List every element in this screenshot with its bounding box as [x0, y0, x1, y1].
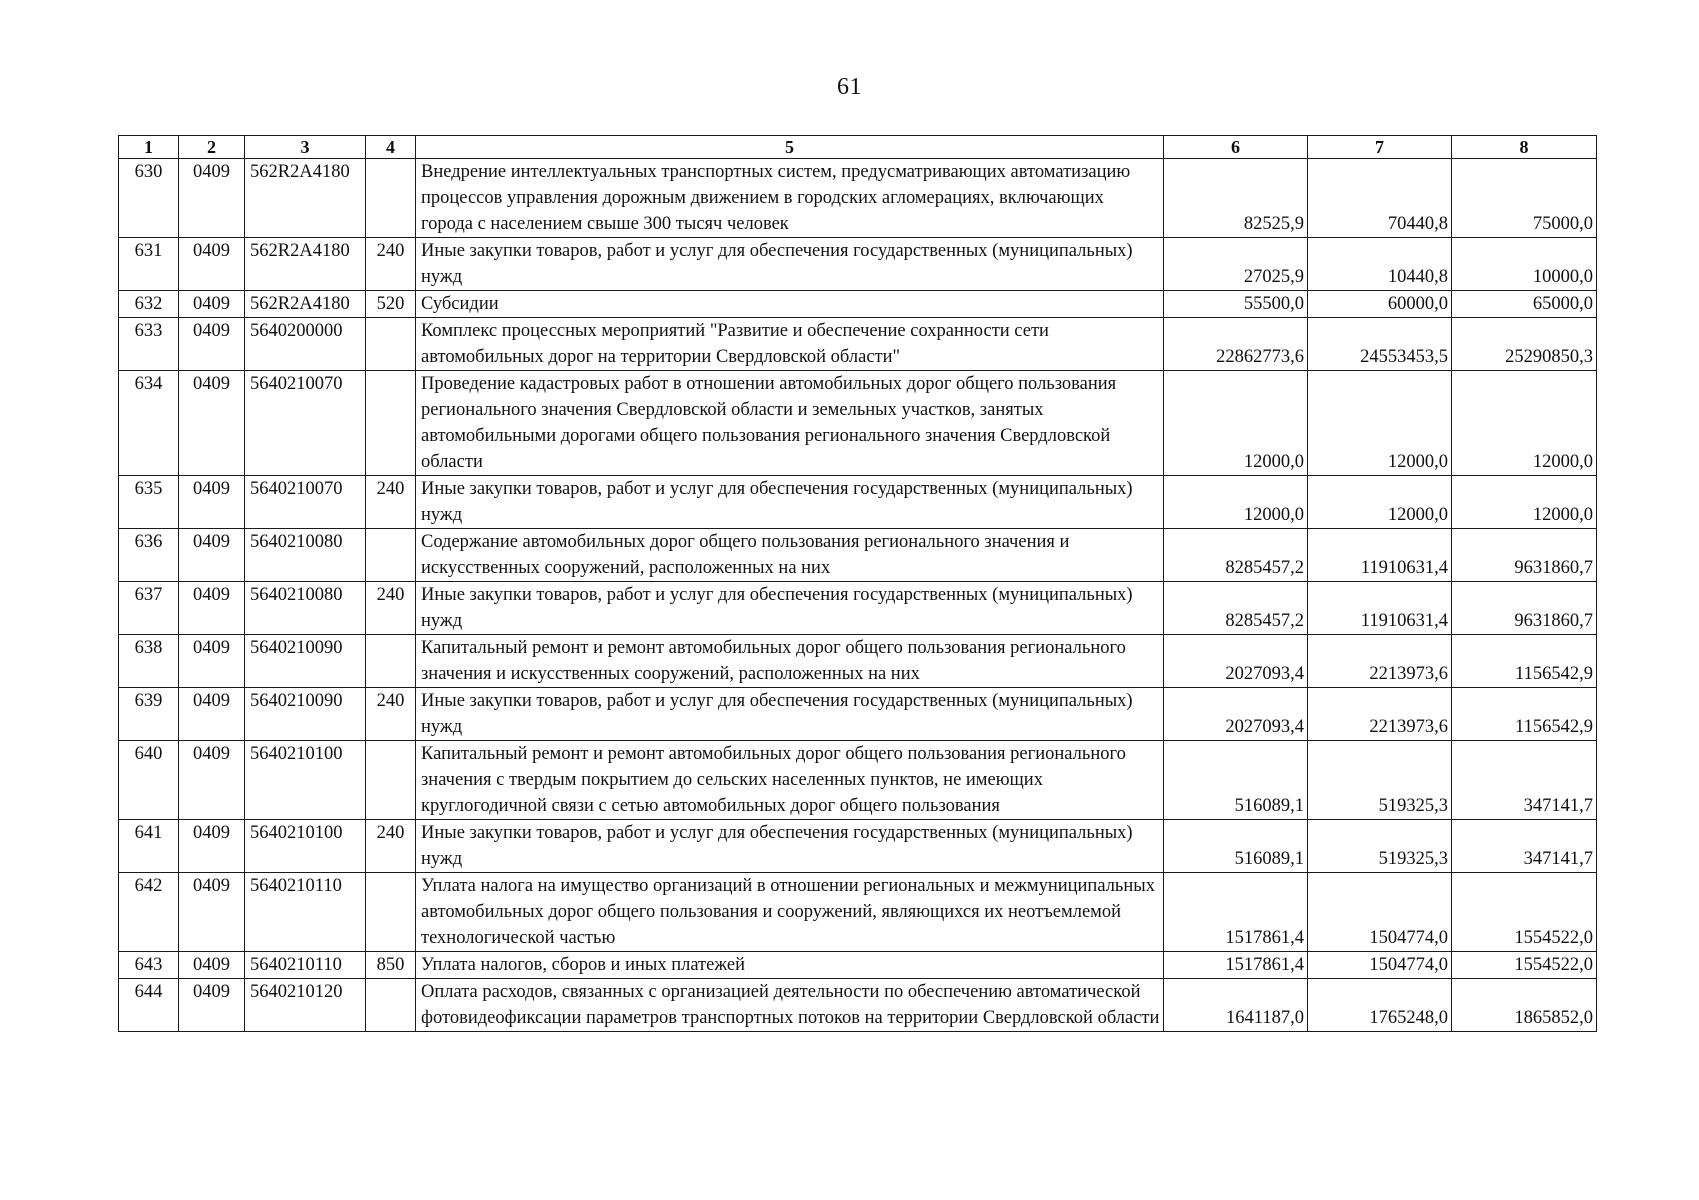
row-description: Уплата налога на имущество организаций в отношении региональных и межмуниципальных автомобильных дорог общего пользования и сооружений, являющихся их неотъемлемой технологической частью: [416, 873, 1164, 952]
expense-type: 240: [366, 688, 416, 741]
expense-type: [366, 741, 416, 820]
table-row: [119, 291, 1597, 318]
expense-type: 240: [366, 582, 416, 635]
row-number: 644: [119, 979, 179, 1032]
target-code: 5640210090: [245, 635, 366, 688]
amount-col-6: 2027093,4: [1164, 635, 1308, 688]
amount-col-6: 2027093,4: [1164, 688, 1308, 741]
amount-col-7: 1504774,0: [1308, 952, 1452, 979]
target-code: 5640210100: [245, 820, 366, 873]
section-code: 0409: [179, 318, 245, 371]
amount-col-8: 347141,7: [1452, 741, 1597, 820]
row-description: Иные закупки товаров, работ и услуг для обеспечения государственных (муниципальных) нужд: [416, 476, 1164, 529]
table-row: [119, 979, 1597, 1032]
section-code: 0409: [179, 952, 245, 979]
section-code: 0409: [179, 873, 245, 952]
amount-col-7: 70440,8: [1308, 159, 1452, 238]
row-number: 635: [119, 476, 179, 529]
table-row: [119, 820, 1597, 873]
row-description: Содержание автомобильных дорог общего пользования регионального значения и искусственных сооружений, расположенных на них: [416, 529, 1164, 582]
amount-col-8: 25290850,3: [1452, 318, 1597, 371]
amount-col-7: 2213973,6: [1308, 688, 1452, 741]
amount-col-6: 516089,1: [1164, 820, 1308, 873]
row-number: 632: [119, 291, 179, 318]
target-code: 5640200000: [245, 318, 366, 371]
section-code: 0409: [179, 635, 245, 688]
amount-col-8: 9631860,7: [1452, 529, 1597, 582]
row-description: Иные закупки товаров, работ и услуг для обеспечения государственных (муниципальных) нужд: [416, 820, 1164, 873]
amount-col-7: 519325,3: [1308, 820, 1452, 873]
amount-col-8: 12000,0: [1452, 371, 1597, 476]
target-code: 5640210080: [245, 582, 366, 635]
amount-col-6: 12000,0: [1164, 371, 1308, 476]
expense-type: [366, 873, 416, 952]
amount-col-7: 519325,3: [1308, 741, 1452, 820]
expense-type: [366, 979, 416, 1032]
amount-col-7: 11910631,4: [1308, 529, 1452, 582]
amount-col-7: 10440,8: [1308, 238, 1452, 291]
header-col-2: 2: [179, 136, 245, 159]
expense-type: [366, 635, 416, 688]
amount-col-6: 516089,1: [1164, 741, 1308, 820]
expense-type: [366, 529, 416, 582]
expense-type: [366, 318, 416, 371]
amount-col-6: 22862773,6: [1164, 318, 1308, 371]
table-row: [119, 873, 1597, 952]
table-row: [119, 688, 1597, 741]
table-row: [119, 635, 1597, 688]
amount-col-7: 12000,0: [1308, 371, 1452, 476]
section-code: 0409: [179, 529, 245, 582]
row-description: Иные закупки товаров, работ и услуг для обеспечения государственных (муниципальных) нужд: [416, 582, 1164, 635]
row-number: 641: [119, 820, 179, 873]
amount-col-7: 1504774,0: [1308, 873, 1452, 952]
table-row: [119, 159, 1597, 238]
amount-col-7: 2213973,6: [1308, 635, 1452, 688]
amount-col-8: 1865852,0: [1452, 979, 1597, 1032]
row-number: 630: [119, 159, 179, 238]
row-description: Оплата расходов, связанных с организацией деятельности по обеспечению автоматической фотовидеофиксации параметров транспортных потоков на территории Свердловской области: [416, 979, 1164, 1032]
amount-col-8: 75000,0: [1452, 159, 1597, 238]
header-col-1: 1: [119, 136, 179, 159]
target-code: 5640210110: [245, 873, 366, 952]
expense-type: 240: [366, 820, 416, 873]
amount-col-8: 9631860,7: [1452, 582, 1597, 635]
row-description: Иные закупки товаров, работ и услуг для обеспечения государственных (муниципальных) нужд: [416, 688, 1164, 741]
target-code: 562R2A4180: [245, 238, 366, 291]
amount-col-6: 8285457,2: [1164, 529, 1308, 582]
amount-col-6: 27025,9: [1164, 238, 1308, 291]
target-code: 562R2A4180: [245, 159, 366, 238]
target-code: 5640210070: [245, 476, 366, 529]
section-code: 0409: [179, 741, 245, 820]
row-description: Комплекс процессных мероприятий "Развитие и обеспечение сохранности сети автомобильных дорог на территории Свердловской области": [416, 318, 1164, 371]
row-description: Капитальный ремонт и ремонт автомобильных дорог общего пользования регионального значения и искусственных сооружений, расположенных на них: [416, 635, 1164, 688]
row-description: Капитальный ремонт и ремонт автомобильных дорог общего пользования регионального значения с твердым покрытием до сельских населенных пунктов, не имеющих круглогодичной связи с сетью автомобильных дорог общего пользования: [416, 741, 1164, 820]
header-col-6: 6: [1164, 136, 1308, 159]
target-code: 5640210120: [245, 979, 366, 1032]
header-col-7: 7: [1308, 136, 1452, 159]
table-row: [119, 476, 1597, 529]
row-number: 634: [119, 371, 179, 476]
table-row: [119, 741, 1597, 820]
row-number: 643: [119, 952, 179, 979]
row-number: 642: [119, 873, 179, 952]
expense-type: 520: [366, 291, 416, 318]
table-row: [119, 371, 1597, 476]
amount-col-6: 1517861,4: [1164, 873, 1308, 952]
amount-col-8: 1156542,9: [1452, 635, 1597, 688]
row-description: Проведение кадастровых работ в отношении автомобильных дорог общего пользования регионального значения Свердловской области и земельных участков, занятых автомобильными дорогами общего пользования регионального значения Свердловской области: [416, 371, 1164, 476]
target-code: 5640210070: [245, 371, 366, 476]
section-code: 0409: [179, 820, 245, 873]
amount-col-6: 12000,0: [1164, 476, 1308, 529]
amount-col-7: 24553453,5: [1308, 318, 1452, 371]
expense-type: 240: [366, 238, 416, 291]
section-code: 0409: [179, 582, 245, 635]
amount-col-8: 65000,0: [1452, 291, 1597, 318]
target-code: 5640210080: [245, 529, 366, 582]
expense-type: [366, 159, 416, 238]
expense-type: 240: [366, 476, 416, 529]
table-row: [119, 238, 1597, 291]
table-row: [119, 318, 1597, 371]
row-description: Субсидии: [416, 291, 1164, 318]
amount-col-7: 60000,0: [1308, 291, 1452, 318]
header-col-3: 3: [245, 136, 366, 159]
expense-type: [366, 371, 416, 476]
table-row: [119, 582, 1597, 635]
amount-col-7: 1765248,0: [1308, 979, 1452, 1032]
amount-col-6: 1641187,0: [1164, 979, 1308, 1032]
amount-col-6: 55500,0: [1164, 291, 1308, 318]
expense-type: 850: [366, 952, 416, 979]
amount-col-6: 82525,9: [1164, 159, 1308, 238]
target-code: 5640210090: [245, 688, 366, 741]
row-number: 637: [119, 582, 179, 635]
table-row: [119, 952, 1597, 979]
section-code: 0409: [179, 159, 245, 238]
amount-col-6: 1517861,4: [1164, 952, 1308, 979]
budget-table: [118, 135, 1597, 1032]
row-description: Иные закупки товаров, работ и услуг для обеспечения государственных (муниципальных) нужд: [416, 238, 1164, 291]
amount-col-8: 1156542,9: [1452, 688, 1597, 741]
section-code: 0409: [179, 979, 245, 1032]
table-row: [119, 529, 1597, 582]
amount-col-7: 12000,0: [1308, 476, 1452, 529]
amount-col-8: 1554522,0: [1452, 873, 1597, 952]
header-col-5: 5: [416, 136, 1164, 159]
header-col-4: 4: [366, 136, 416, 159]
section-code: 0409: [179, 371, 245, 476]
amount-col-8: 12000,0: [1452, 476, 1597, 529]
row-description: Уплата налогов, сборов и иных платежей: [416, 952, 1164, 979]
amount-col-8: 347141,7: [1452, 820, 1597, 873]
section-code: 0409: [179, 291, 245, 318]
row-description: Внедрение интеллектуальных транспортных систем, предусматривающих автоматизацию процессов управления дорожным движением в городских агломерациях, включающих города с населением свыше 300 тысяч человек: [416, 159, 1164, 238]
row-number: 640: [119, 741, 179, 820]
target-code: 5640210110: [245, 952, 366, 979]
page-number: 61: [837, 74, 862, 100]
row-number: 639: [119, 688, 179, 741]
amount-col-8: 10000,0: [1452, 238, 1597, 291]
row-number: 638: [119, 635, 179, 688]
row-number: 633: [119, 318, 179, 371]
target-code: 562R2A4180: [245, 291, 366, 318]
amount-col-7: 11910631,4: [1308, 582, 1452, 635]
amount-col-8: 1554522,0: [1452, 952, 1597, 979]
row-number: 636: [119, 529, 179, 582]
section-code: 0409: [179, 476, 245, 529]
target-code: 5640210100: [245, 741, 366, 820]
header-col-8: 8: [1452, 136, 1597, 159]
amount-col-6: 8285457,2: [1164, 582, 1308, 635]
row-number: 631: [119, 238, 179, 291]
section-code: 0409: [179, 238, 245, 291]
table-header-row: [119, 136, 1597, 159]
section-code: 0409: [179, 688, 245, 741]
